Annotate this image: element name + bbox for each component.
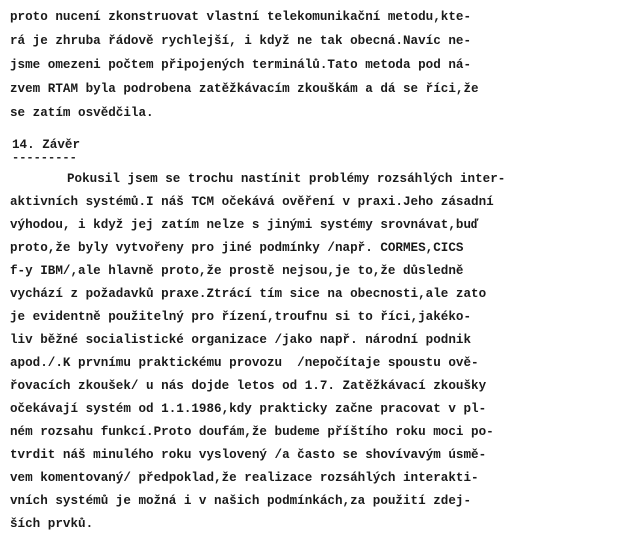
body-line: řovacích zkoušek/ u nás dojde letos od 1.7. Zatěžkávací zkoušky	[10, 379, 487, 393]
body-line: ném rozsahu funkcí.Proto doufám,že budeme příštího roku moci po-	[10, 425, 494, 439]
section-heading-underline: ---------	[12, 151, 77, 165]
body-line: vních systémů je možná i v našich podmínkách,za použití zdej-	[10, 494, 472, 508]
body-line: aktivních systémů.I náš TCM očekává ověření v praxi.Jeho zásadní	[10, 195, 494, 209]
body-line: je evidentně použitelný pro řízení,troufnu si to říci,jakéko-	[10, 310, 472, 324]
intro-line: jsme omezeni počtem připojených terminálů.Tato metoda pod ná-	[10, 58, 472, 72]
body-line: Pokusil jsem se trochu nastínit problémy rozsáhlých inter-	[67, 172, 506, 186]
body-line: apod./.K prvnímu praktickému provozu /nepočítaje spoustu ově-	[10, 356, 479, 370]
intro-line: proto nucení zkonstruovat vlastní telekomunikační metodu,kte-	[10, 10, 472, 24]
body-line: tvrdit náš minulého roku vyslovený /a často se shovívavým úsmě-	[10, 448, 487, 462]
body-line: vychází z požadavků praxe.Ztrácí tím sice na obecnosti,ale zato	[10, 287, 487, 301]
body-line: ších prvků.	[10, 517, 94, 531]
intro-line: rá je zhruba řádově rychlejší, i když ne tak obecná.Navíc ne-	[10, 34, 472, 48]
body-line: liv běžné socialistické organizace /jako např. národní podnik	[10, 333, 472, 347]
body-line: f-y IBM/,ale hlavně proto,že prostě nejsou,je to,že důsledně	[10, 264, 464, 278]
body-line: výhodou, i když jej zatím nelze s jinými systémy srovnávat,buď	[10, 218, 479, 232]
section-heading: 14. Závěr	[12, 138, 81, 152]
body-line: vem komentovaný/ předpoklad,že realizace rozsáhlých interakti-	[10, 471, 479, 485]
intro-line: zvem RTAM byla podrobena zatěžkávacím zkouškám a dá se říci,že	[10, 82, 479, 96]
intro-line: se zatím osvědčila.	[10, 106, 154, 120]
body-line: očekávají systém od 1.1.1986,kdy prakticky začne pracovat v pl-	[10, 402, 487, 416]
body-line: proto,že byly vytvořeny pro jiné podmínky /např. CORMES,CICS	[10, 241, 464, 255]
